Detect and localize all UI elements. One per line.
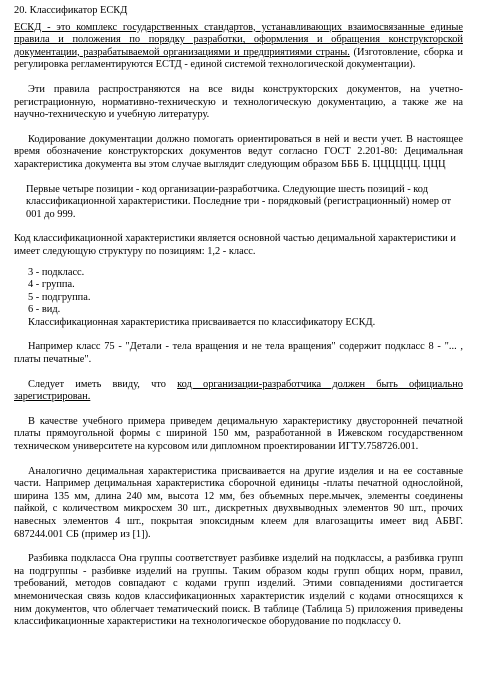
list-item: 6 - вид.	[28, 304, 61, 316]
registration-note-plain: Следует иметь ввиду, что	[28, 378, 178, 390]
paragraph-class-example: Например класс 75 - "Детали - тела вращения и не тела вращения" содержит подкласс 8 - "... , платы печатные".	[14, 341, 463, 366]
paragraph-registration-note	[14, 379, 463, 404]
paragraph-eskd-definition	[14, 22, 463, 72]
paragraph-classification-code: Код классификационной характеристики является основной частью децимальной характеристики и имеет следующую структуру по позициям: 1,2 - класс.	[14, 233, 456, 257]
section-title: 20. Классификатор ЕСКД	[14, 5, 128, 16]
paragraph-positions: Первые четыре позиции - код организации-разработчика. Следующие шесть позиций - код классификационной характеристики. Последние три - порядковый (регистрационный) номер от 001 до 999.	[26, 183, 452, 220]
paragraph-training-example: В качестве учебного примера приведем децимальную характеристику двусторонней печатной платы прямоугольной формы с шириной 150 мм, разработанной в Ижевском государственном техническом университете на курсовом или дипломном проектировании ИГТУ.758726.001.	[14, 415, 463, 453]
list-item: 5 - подгруппа.	[28, 291, 91, 303]
list-item: 3 - подкласс.	[28, 266, 85, 278]
paragraph-rules-scope: Эти правила распространяются на все виды конструкторских документов, на учетно-регистрационную, нормативно-техническую и технологическую документацию, а также же на научно-техническую и учебную литературу.	[14, 83, 463, 121]
paragraph-assembly-example: Аналогично децимальная характеристика присваивается на другие изделия и на ее составные части. Например децимальная характеристика сборочной единицы -платы печатной однослойной, ширина 135 мм, длина 240 мм, высота 12 мм, без объемных пере.мычек, элементы соединены пайкой, с количеством микросхем 30 шт., дискретных двухвыводных элементов 90 шт., прочих навесных элементов 4 шт., покрытая эпоксидным клеем для влагозащиты имеет вид АБВГ. 687244.001 СБ (пример из [1]).	[14, 465, 463, 540]
eskd-definition-underlined: ЕСКД - это комплекс государственных стандартов, устанавливающих взаимосвязанные единые правила и положения по порядку разработки, оформления и обращения конструкторской документации, разрабатываемой организациями и предприятиями страны.	[14, 21, 463, 58]
paragraph-assignment: Классификационная характеристика присваивается по классификатору ЕСКД.	[28, 316, 376, 328]
position-list	[14, 267, 463, 330]
paragraph-coding: Кодирование документации должно помогать ориентироваться в ней и вести учет. В настоящее время обозначение конструкторских документов ведут согласно ГОСТ 2.201-80: Децимальная характеристика документа вы этом случае выглядит следующим образом БББ Б. ЦЦЦЦЦЦ. ЦЦЦ	[14, 133, 463, 170]
registration-note-underlined: код организации-разработчика должен быть официально зарегистрирован.	[14, 378, 463, 403]
list-item: 4 - группа.	[28, 279, 75, 291]
paragraph-subclass-breakdown: Разбивка подкласса Она группы соответствует разбивке изделий на подклассы, а разбивка групп на подгруппы - разбивке изделий на группы. Таким образом коды групп общих норм, правил, требований, методов совпадают с кодами групп изделий. Этими совпадениями достигается мнемоническая связь кодов классификационных характеристик изделий с кодами относящихся к ним документов, что облегчает тематический поиск. В таблице (Таблица 5) приложения приведены классификационные характеристики на технологическое оборудование по подклассу 0.	[14, 553, 463, 628]
eskd-definition-rest: (Изготовление, сборка и регулировка регламентируются ЕСТД - единой системой технологической документации).	[14, 46, 463, 71]
